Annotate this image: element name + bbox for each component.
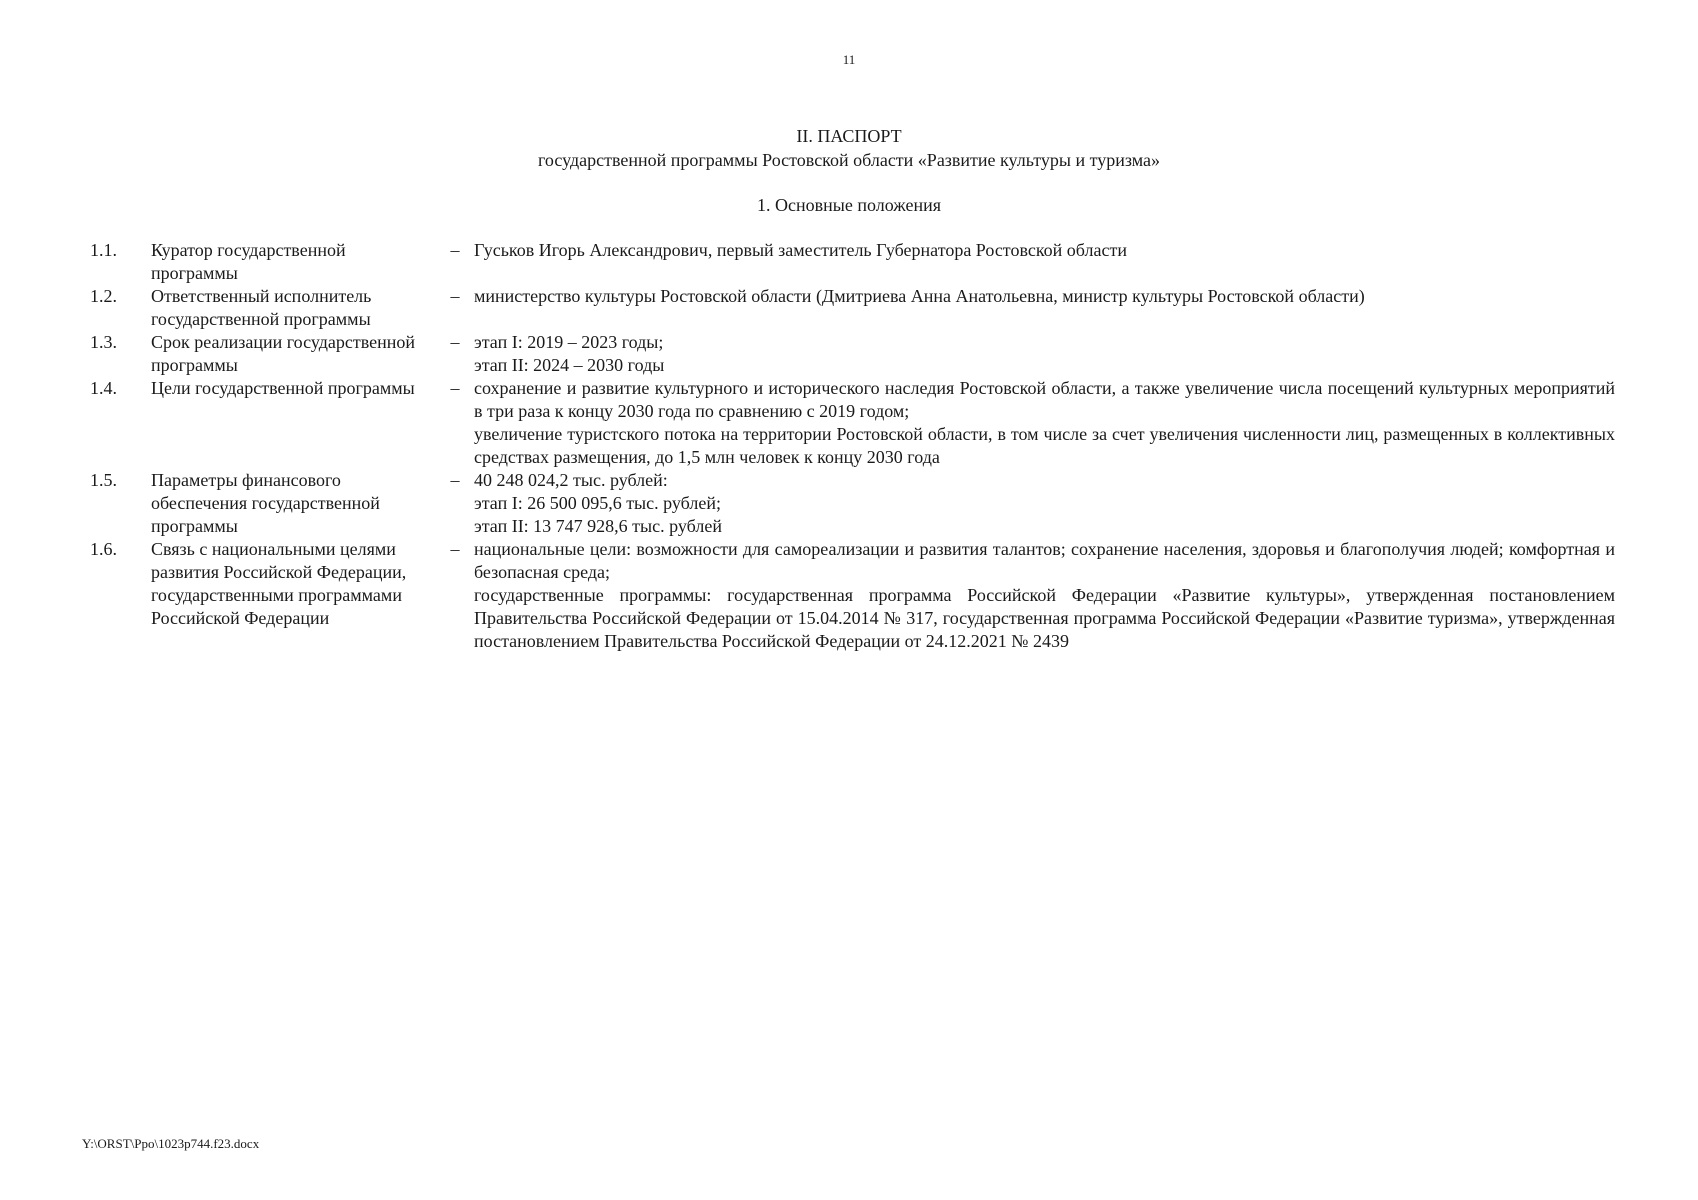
row-number: 1.6.: [90, 539, 117, 559]
passport-row: [90, 239, 1615, 285]
passport-row: [90, 285, 1615, 331]
page-number: 11: [842, 52, 856, 67]
row-value: [474, 469, 1615, 538]
row-dash: –: [450, 470, 460, 490]
row-dash: –: [450, 240, 460, 260]
row-dash: –: [450, 378, 460, 398]
passport-row: [90, 331, 1615, 377]
row-label: Связь с национальными целями развития Российской Федерации, государственными программами Российской Федерации: [151, 539, 407, 628]
row-value: [474, 377, 1615, 469]
row-label: Куратор государственной программы: [151, 240, 346, 283]
passport-table: [90, 239, 1615, 653]
document-heading: [0, 124, 1698, 172]
footer-file-path: Y:\ORST\Ppo\1023p744.f23.docx: [82, 1136, 260, 1151]
row-number: 1.2.: [90, 286, 117, 306]
row-value: [474, 239, 1615, 285]
value-paragraph: 40 248 024,2 тыс. рублей:: [474, 470, 668, 490]
row-label: Ответственный исполнитель государственной программы: [151, 286, 372, 329]
value-paragraph: увеличение туристского потока на территории Ростовской области, в том числе за счет увеличения численности лиц, размещенных в коллективных средствах размещения, до 1,5 млн человек к концу 2030 года: [474, 424, 1615, 467]
row-label: Параметры финансового обеспечения государственной программы: [151, 470, 380, 536]
value-paragraph: министерство культуры Ростовской области (Дмитриева Анна Анатольевна, министр культуры Ростовской области): [474, 286, 1365, 306]
row-dash: –: [450, 286, 460, 306]
passport-row: [90, 377, 1615, 469]
row-number: 1.4.: [90, 378, 117, 398]
row-number: 1.3.: [90, 332, 117, 352]
row-dash: –: [450, 539, 460, 559]
row-label: Цели государственной программы: [151, 378, 415, 398]
row-value: [474, 538, 1615, 653]
value-paragraph: этап II: 13 747 928,6 тыс. рублей: [474, 516, 722, 536]
row-dash: –: [450, 332, 460, 352]
row-value: [474, 331, 1615, 377]
row-number: 1.1.: [90, 240, 117, 260]
section-title: 1. Основные положения: [757, 195, 941, 215]
value-paragraph: национальные цели: возможности для самореализации и развития талантов; сохранение населения, здоровья и благополучия людей; комфортная и безопасная среда;: [474, 539, 1615, 582]
value-paragraph: сохранение и развитие культурного и исторического наследия Ростовской области, а также увеличение числа посещений культурных мероприятий в три раза к концу 2030 года по сравнению с 2019 годом;: [474, 378, 1615, 421]
passport-title: II. ПАСПОРТ: [796, 126, 902, 146]
value-paragraph: государственные программы: государственная программа Российской Федерации «Развитие культуры», утвержденная постановлением Правительства Российской Федерации от 15.04.2014 № 317, государственная программа Российской Федерации «Развитие туризма», утвержденная постановлением Правительства Российской Федерации от 24.12.2021 № 2439: [474, 585, 1615, 651]
value-paragraph: этап I: 2019 – 2023 годы;: [474, 332, 664, 352]
value-paragraph: Гуськов Игорь Александрович, первый заместитель Губернатора Ростовской области: [474, 240, 1127, 260]
row-value: [474, 285, 1615, 331]
row-label: Срок реализации государственной программы: [151, 332, 416, 375]
passport-row: [90, 469, 1615, 538]
passport-subtitle: государственной программы Ростовской области «Развитие культуры и туризма»: [538, 150, 1160, 170]
value-paragraph: этап II: 2024 – 2030 годы: [474, 355, 665, 375]
row-number: 1.5.: [90, 470, 117, 490]
passport-row: [90, 538, 1615, 653]
value-paragraph: этап I: 26 500 095,6 тыс. рублей;: [474, 493, 721, 513]
